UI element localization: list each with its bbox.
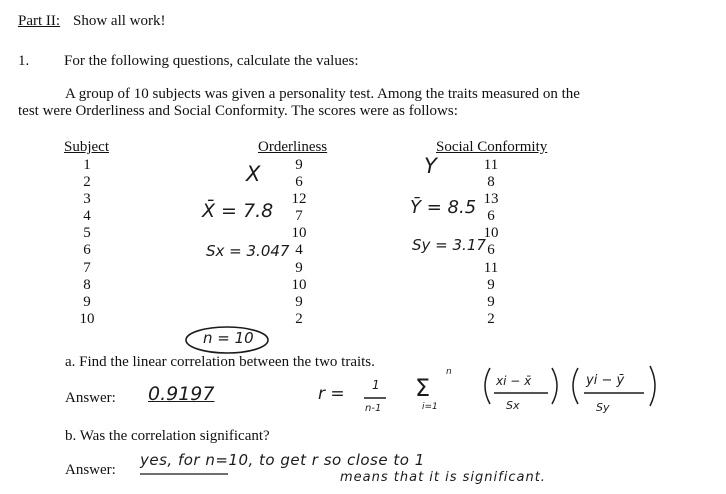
orderliness-cell: 2 [295, 310, 303, 327]
orderliness-cell: 7 [295, 208, 303, 225]
subject-cell: 10 [79, 310, 95, 327]
answer-label-b: Answer: [65, 462, 116, 478]
orderliness-cell: 12 [291, 191, 307, 208]
formula-top: n [446, 367, 452, 377]
answer-b-line-1: yes, for n=10, to get r so close to 1 [140, 451, 425, 469]
part-heading: Part II: [18, 13, 61, 29]
handwritten-n: n = 10 [203, 329, 254, 347]
formula-sigma: Σ [415, 374, 431, 402]
subject-cell: 1 [83, 157, 91, 173]
orderliness-cell: 9 [295, 293, 303, 310]
answer-label-a: Answer: [65, 390, 116, 406]
orderliness-cell: 9 [295, 157, 303, 173]
subject-cell: 7 [83, 259, 91, 276]
orderliness-cell: 6 [295, 174, 303, 191]
subject-cell: 6 [83, 242, 91, 259]
social-conformity-cell: 9 [487, 293, 495, 310]
n-circle [186, 327, 268, 353]
answer-a-value: 0.9197 [148, 383, 215, 405]
orderliness-cell: 10 [291, 276, 307, 293]
formula-lhs: r = [318, 384, 345, 404]
subject-cell: 4 [83, 208, 91, 225]
answer-b-line-2: means that it is significant. [340, 470, 546, 485]
header-social-conformity: Social Conformity [436, 139, 548, 155]
paren-open-1 [485, 368, 490, 404]
handwritten-y-mean: Ȳ = 8.5 [410, 197, 477, 218]
paragraph-line-1: A group of 10 subjects was given a personality test. Among the traits measured on the [65, 86, 580, 102]
subject-cell: 5 [83, 225, 91, 242]
subject-cell: 8 [83, 276, 91, 293]
formula-coef-den: n-1 [365, 403, 382, 414]
social-conformity-cell: 11 [483, 157, 499, 173]
orderliness-cell: 10 [291, 225, 307, 242]
social-conformity-cell: 8 [487, 174, 495, 191]
handwritten-x-label: X [246, 162, 261, 186]
handwritten-sy: Sy = 3.17 [412, 236, 486, 254]
formula-coef-num: 1 [372, 378, 380, 392]
social-conformity-cell: 6 [487, 208, 495, 225]
formula-term1-den: Sx [506, 399, 520, 412]
orderliness-cell: 4 [295, 242, 303, 259]
formula-term2-num: yi − ȳ [586, 373, 625, 388]
paragraph-line-2: test were Orderliness and Social Conformity. The scores were as follows: [18, 103, 458, 119]
formula-term2-den: Sy [596, 401, 610, 414]
paren-close-2 [650, 366, 655, 406]
subject-cell: 9 [83, 293, 91, 310]
formula-bottom: i=1 [422, 402, 438, 412]
header-subject: Subject [64, 139, 109, 155]
social-conformity-cell: 10 [483, 225, 499, 242]
question-number: 1. [18, 53, 30, 69]
paren-open-2 [573, 368, 578, 404]
social-conformity-cell: 9 [487, 276, 495, 293]
formula-term1-num: xi − x̄ [496, 374, 532, 388]
question-prompt: For the following questions, calculate the values: [64, 53, 359, 69]
part-instruction: Show all work! [73, 13, 166, 29]
social-conformity-cell: 6 [487, 242, 495, 259]
subject-cell: 3 [83, 191, 91, 208]
handwritten-sx: Sx = 3.047 [206, 242, 290, 260]
part-b-question: b. Was the correlation significant? [65, 428, 270, 444]
subject-cell: 2 [83, 174, 91, 191]
orderliness-cell: 9 [295, 259, 303, 276]
part-a-question: a. Find the linear correlation between the two traits. [65, 354, 375, 370]
social-conformity-cell: 11 [483, 259, 499, 276]
handwritten-y-label: Y [424, 154, 437, 178]
header-orderliness: Orderliness [258, 139, 328, 155]
social-conformity-cell: 13 [483, 191, 499, 208]
handwritten-x-mean: X̄ = 7.8 [202, 200, 274, 222]
social-conformity-cell: 2 [487, 310, 495, 327]
paren-close-1 [552, 368, 557, 404]
